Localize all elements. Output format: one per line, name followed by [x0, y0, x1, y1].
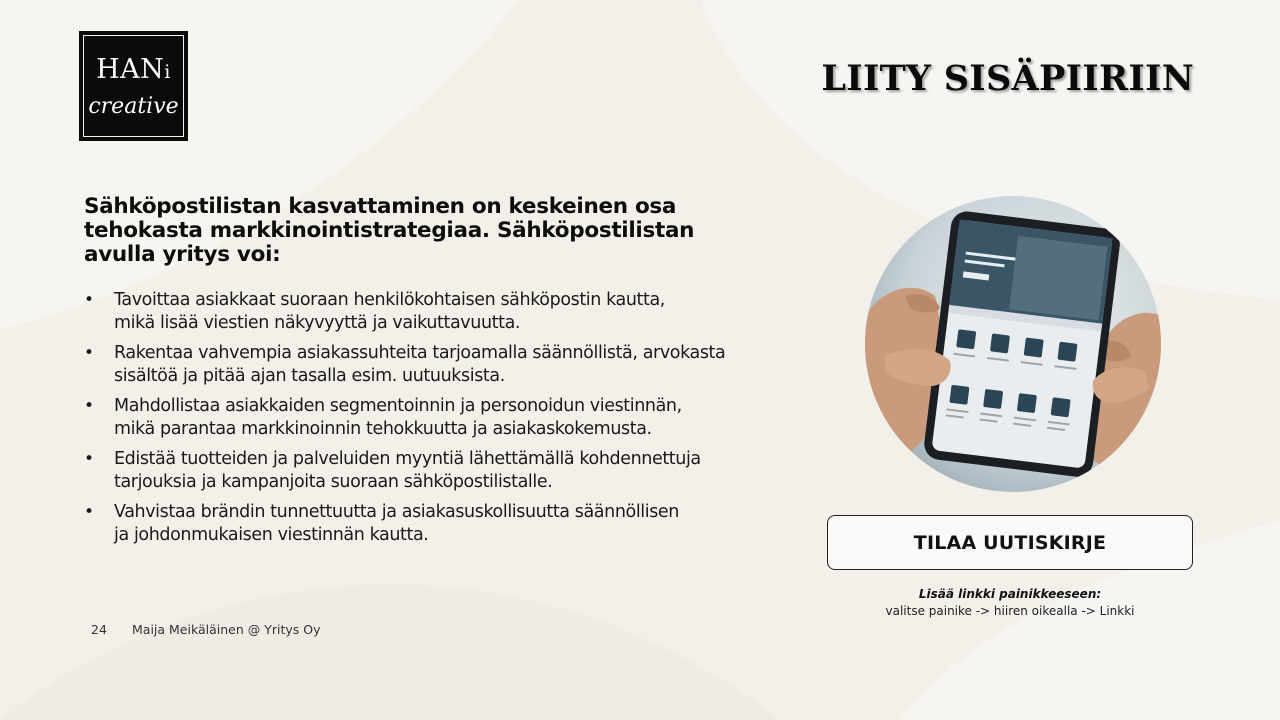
intro-heading: Sähköpostilistan kasvattaminen on keskeinen osa tehokasta markkinointistrategiaa. Sähköpostilistan avulla yritys voi:	[84, 194, 695, 267]
hint-title: Lisää linkki painikkeeseen:	[918, 587, 1102, 601]
bullet-text-line1: Mahdollistaa asiakkaiden segmentoinnin ja personoidun viestinnän,	[114, 396, 682, 416]
list-item	[84, 342, 774, 387]
benefit-list	[84, 289, 774, 554]
subscribe-newsletter-button[interactable]: TILAA UUTISKIRJE	[827, 515, 1193, 570]
bullet-text-line2: tarjouksia ja kampanjoita suoraan sähköpostilistalle.	[114, 471, 553, 492]
bullet-text-line2: sisältöä ja pitää ajan tasalla esim. uutuuksista.	[114, 365, 505, 386]
logo-text-i: i	[164, 61, 171, 83]
bullet-text-line2: mikä parantaa markkinoinnin tehokkuutta ja asiakaskokemusta.	[114, 418, 652, 439]
list-item	[84, 448, 774, 493]
bullet-dot: •	[84, 502, 94, 522]
bullet-dot: •	[84, 396, 94, 416]
slide-title: LIITY SISÄPIIRIIN	[821, 58, 1194, 99]
bullet-dot: •	[84, 290, 94, 310]
footer-author: Maija Meikäläinen @ Yritys Oy	[132, 622, 321, 637]
bullet-text-line1: Vahvistaa brändin tunnettuutta ja asiakasuskollisuutta säännöllisen	[114, 502, 679, 522]
bullet-text-line2: ja johdonmukaisen viestinnän kautta.	[114, 524, 429, 545]
bullet-dot: •	[84, 343, 94, 363]
logo-text-creative: creative	[88, 94, 179, 119]
list-item	[84, 289, 774, 334]
list-item	[84, 501, 774, 546]
bullet-text-line1: Tavoittaa asiakkaat suoraan henkilökohtaisen sähköpostin kautta,	[114, 290, 665, 310]
hani-creative-logo	[79, 31, 188, 141]
tablet-in-hands-image	[865, 196, 1161, 492]
bullet-text-line2: mikä lisää viestien näkyvyyttä ja vaikuttavuutta.	[114, 312, 521, 333]
logo-text-han: HAN	[96, 54, 165, 85]
bullet-text-line1: Rakentaa vahvempia asiakassuhteita tarjoamalla säännöllistä, arvokasta	[114, 343, 726, 363]
hint-text: valitse painike -> hiiren oikealla -> Linkki	[885, 604, 1135, 618]
bullet-text-line1: Edistää tuotteiden ja palveluiden myyntiä lähettämällä kohdennettuja	[114, 449, 701, 469]
list-item	[84, 395, 774, 440]
bullet-dot: •	[84, 449, 94, 469]
slide-number: 24	[91, 622, 107, 637]
